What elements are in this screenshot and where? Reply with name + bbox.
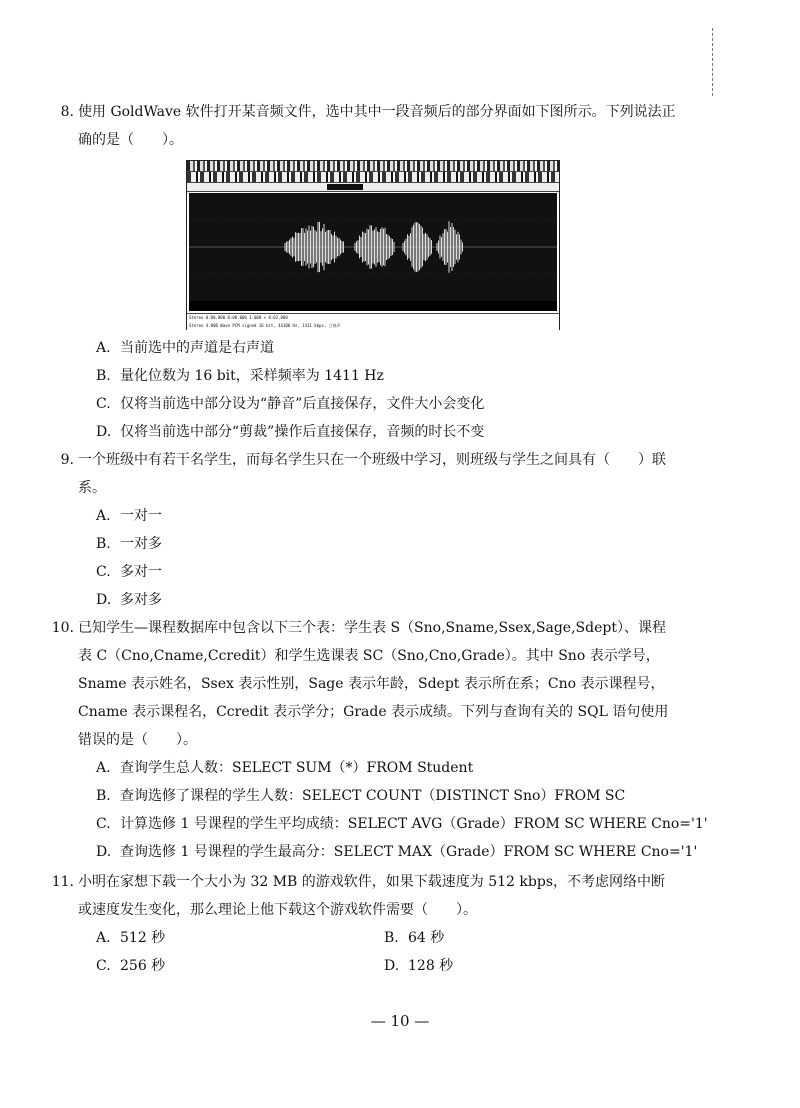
- toolbar-row-2: [187, 172, 559, 183]
- question-number: 8.: [60, 104, 74, 120]
- q9-option-a: A. 一对一: [96, 508, 162, 524]
- goldwave-screenshot: [186, 160, 560, 330]
- question-text: 使用 GoldWave 软件打开某音频文件，选中其中一段音频后的部分界面如下图所示。下列说法正确的是（ ）。: [78, 104, 676, 148]
- waveform-panel: [189, 193, 557, 301]
- q11-option-c: C. 256 秒: [96, 958, 166, 974]
- toolbar-row-3: [187, 183, 559, 192]
- question-text: 已知学生—课程数据库中包含以下三个表：学生表 S（Sno,Sname,Ssex,Sage,Sdept）、课程表 C（Cno,Cname,Ccredit）和学生选课表 SC（Sno,Cno,Grade）。其中 Sno 表示学号，Sname 表示姓名，Ssex 表示性别，Sage 表示年龄，Sdept 表示所在系；Cno 表示课程号，Cname 表示课程名，Ccredit 表示学分；Grade 表示成绩。下列与查询有关的 SQL 语句使用错误的是（ ）。: [78, 620, 669, 748]
- question-8: [60, 98, 678, 154]
- q8-option-a: A. 当前选中的声道是右声道: [96, 340, 274, 356]
- q9-option-c: C. 多对一: [96, 564, 162, 580]
- toolbar-row-1: [187, 161, 559, 172]
- question-number: 11.: [51, 874, 74, 890]
- status-row-1: Stereo 0:00.000 0:00.000 1.000 × 0:02.000: [189, 315, 288, 320]
- waveform-graphic: [189, 193, 557, 301]
- question-9: [60, 446, 678, 502]
- question-number: 9.: [60, 452, 74, 468]
- q10-option-c: C. 计算选修 1 号课程的学生平均成绩：SELECT AVG（Grade）FROM SC WHERE Cno='1': [96, 816, 708, 832]
- status-row-2: Stereo 4.000 Wave PCM signed 16 bit, 44100 Hz, 1411 kbps, 立体声: [189, 323, 341, 328]
- page-number: — 10 —: [370, 1012, 430, 1030]
- q10-option-b: B. 查询选修了课程的学生人数：SELECT COUNT（DISTINCT Sno）FROM SC: [96, 788, 626, 804]
- q11-option-b: B. 64 秒: [384, 930, 445, 946]
- q8-option-c: C. 仅将当前选中部分设为“静音”后直接保存，文件大小会变化: [96, 396, 485, 412]
- scan-edge-mark: [712, 28, 713, 96]
- q8-option-d: D. 仅将当前选中部分“剪裁”操作后直接保存，音频的时长不变: [96, 424, 485, 440]
- q9-option-b: B. 一对多: [96, 536, 162, 552]
- q11-option-a: A. 512 秒: [96, 930, 166, 946]
- question-text: 一个班级中有若干名学生，而每名学生只在一个班级中学习，则班级与学生之间具有（ ）联系。: [78, 452, 666, 496]
- selection-indicator: [327, 184, 363, 190]
- question-10: [51, 614, 678, 754]
- q10-option-d: D. 查询选修 1 号课程的学生最高分：SELECT MAX（Grade）FROM SC WHERE Cno='1': [96, 844, 698, 860]
- status-bar: [187, 313, 559, 330]
- time-ruler: [189, 301, 557, 311]
- q9-option-d: D. 多对多: [96, 592, 162, 608]
- question-number: 10.: [51, 620, 74, 636]
- question-11: [51, 868, 678, 924]
- q10-option-a: A. 查询学生总人数：SELECT SUM（*）FROM Student: [96, 760, 474, 776]
- q11-option-d: D. 128 秒: [384, 958, 454, 974]
- question-text: 小明在家想下载一个大小为 32 MB 的游戏软件，如果下载速度为 512 kbps，不考虑网络中断或速度发生变化，那么理论上他下载这个游戏软件需要（ ）。: [78, 874, 665, 918]
- q8-option-b: B. 量化位数为 16 bit，采样频率为 1411 Hz: [96, 368, 384, 384]
